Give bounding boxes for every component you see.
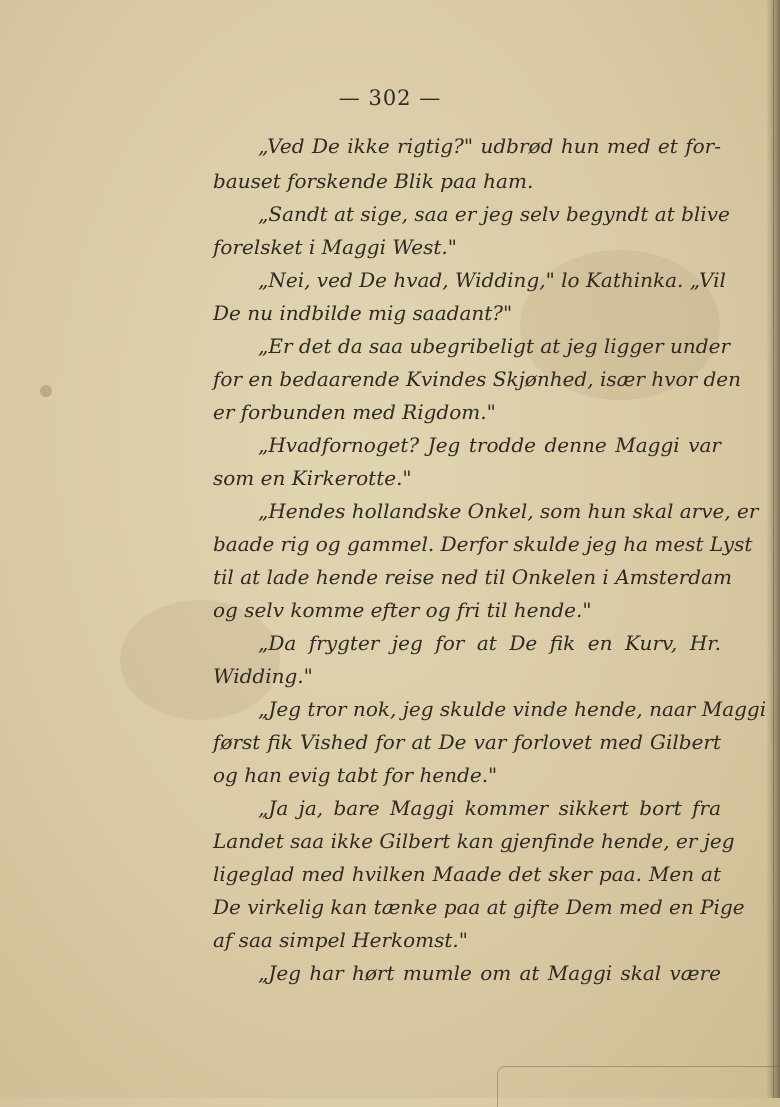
text-line: og han evig tabt for hende."	[213, 763, 498, 787]
bottom-fold	[497, 1066, 780, 1107]
text-line: „Jeg har hørt mumle om at Maggi skal være	[258, 961, 721, 985]
text-line: og selv komme efter og fri til hende."	[213, 598, 592, 622]
text-line: „Da frygter jeg for at De fik en Kurv, Hr.	[258, 631, 721, 655]
text-line: „Ja ja, bare Maggi kommer sikkert bort fra	[258, 796, 721, 820]
text-line: „Hvadfornoget? Jeg trodde denne Maggi var	[258, 433, 721, 457]
text-line: er forbunden med Rigdom."	[213, 400, 496, 424]
text-line: „Ved De ikke rigtig?" udbrød hun med et for-	[258, 134, 721, 158]
text-line: af saa simpel Herkomst."	[213, 928, 468, 952]
text-line: „Nei, ved De hvad, Widding," lo Kathinka. „Vil	[258, 268, 726, 292]
text-line: Landet saa ikke Gilbert kan gjenfinde hende, er jeg	[213, 829, 735, 853]
text-line: „Hendes hollandske Onkel, som hun skal arve, er	[258, 499, 759, 523]
text-line: baade rig og gammel. Derfor skulde jeg ha mest Lyst	[213, 532, 753, 556]
text-line: bauset forskende Blik paa ham.	[213, 169, 534, 193]
text-line: som en Kirkerotte."	[213, 466, 412, 490]
page-edge-line	[773, 0, 774, 1098]
page-number: — 302 —	[338, 86, 442, 110]
paper-stain	[40, 385, 52, 397]
text-line: „Sandt at sige, saa er jeg selv begyndt at blive	[258, 202, 730, 226]
text-line: til at lade hende reise ned til Onkelen i Amsterdam	[213, 565, 732, 589]
text-line: først fik Vished for at De var forlovet med Gilbert	[213, 730, 721, 754]
text-line: De virkelig kan tænke paa at gifte Dem med en Pige	[213, 895, 745, 919]
text-line: „Jeg tror nok, jeg skulde vinde hende, naar Maggi	[258, 697, 767, 721]
text-line: ligeglad med hvilken Maade det sker paa. Men at	[213, 862, 721, 886]
text-line: for en bedaarende Kvindes Skjønhed, især hvor den	[213, 367, 741, 391]
text-line: De nu indbilde mig saadant?"	[213, 301, 513, 325]
text-line: Widding."	[213, 664, 313, 688]
text-line: forelsket i Maggi West."	[213, 235, 457, 259]
text-line: „Er det da saa ubegribeligt at jeg ligger under	[258, 334, 731, 358]
